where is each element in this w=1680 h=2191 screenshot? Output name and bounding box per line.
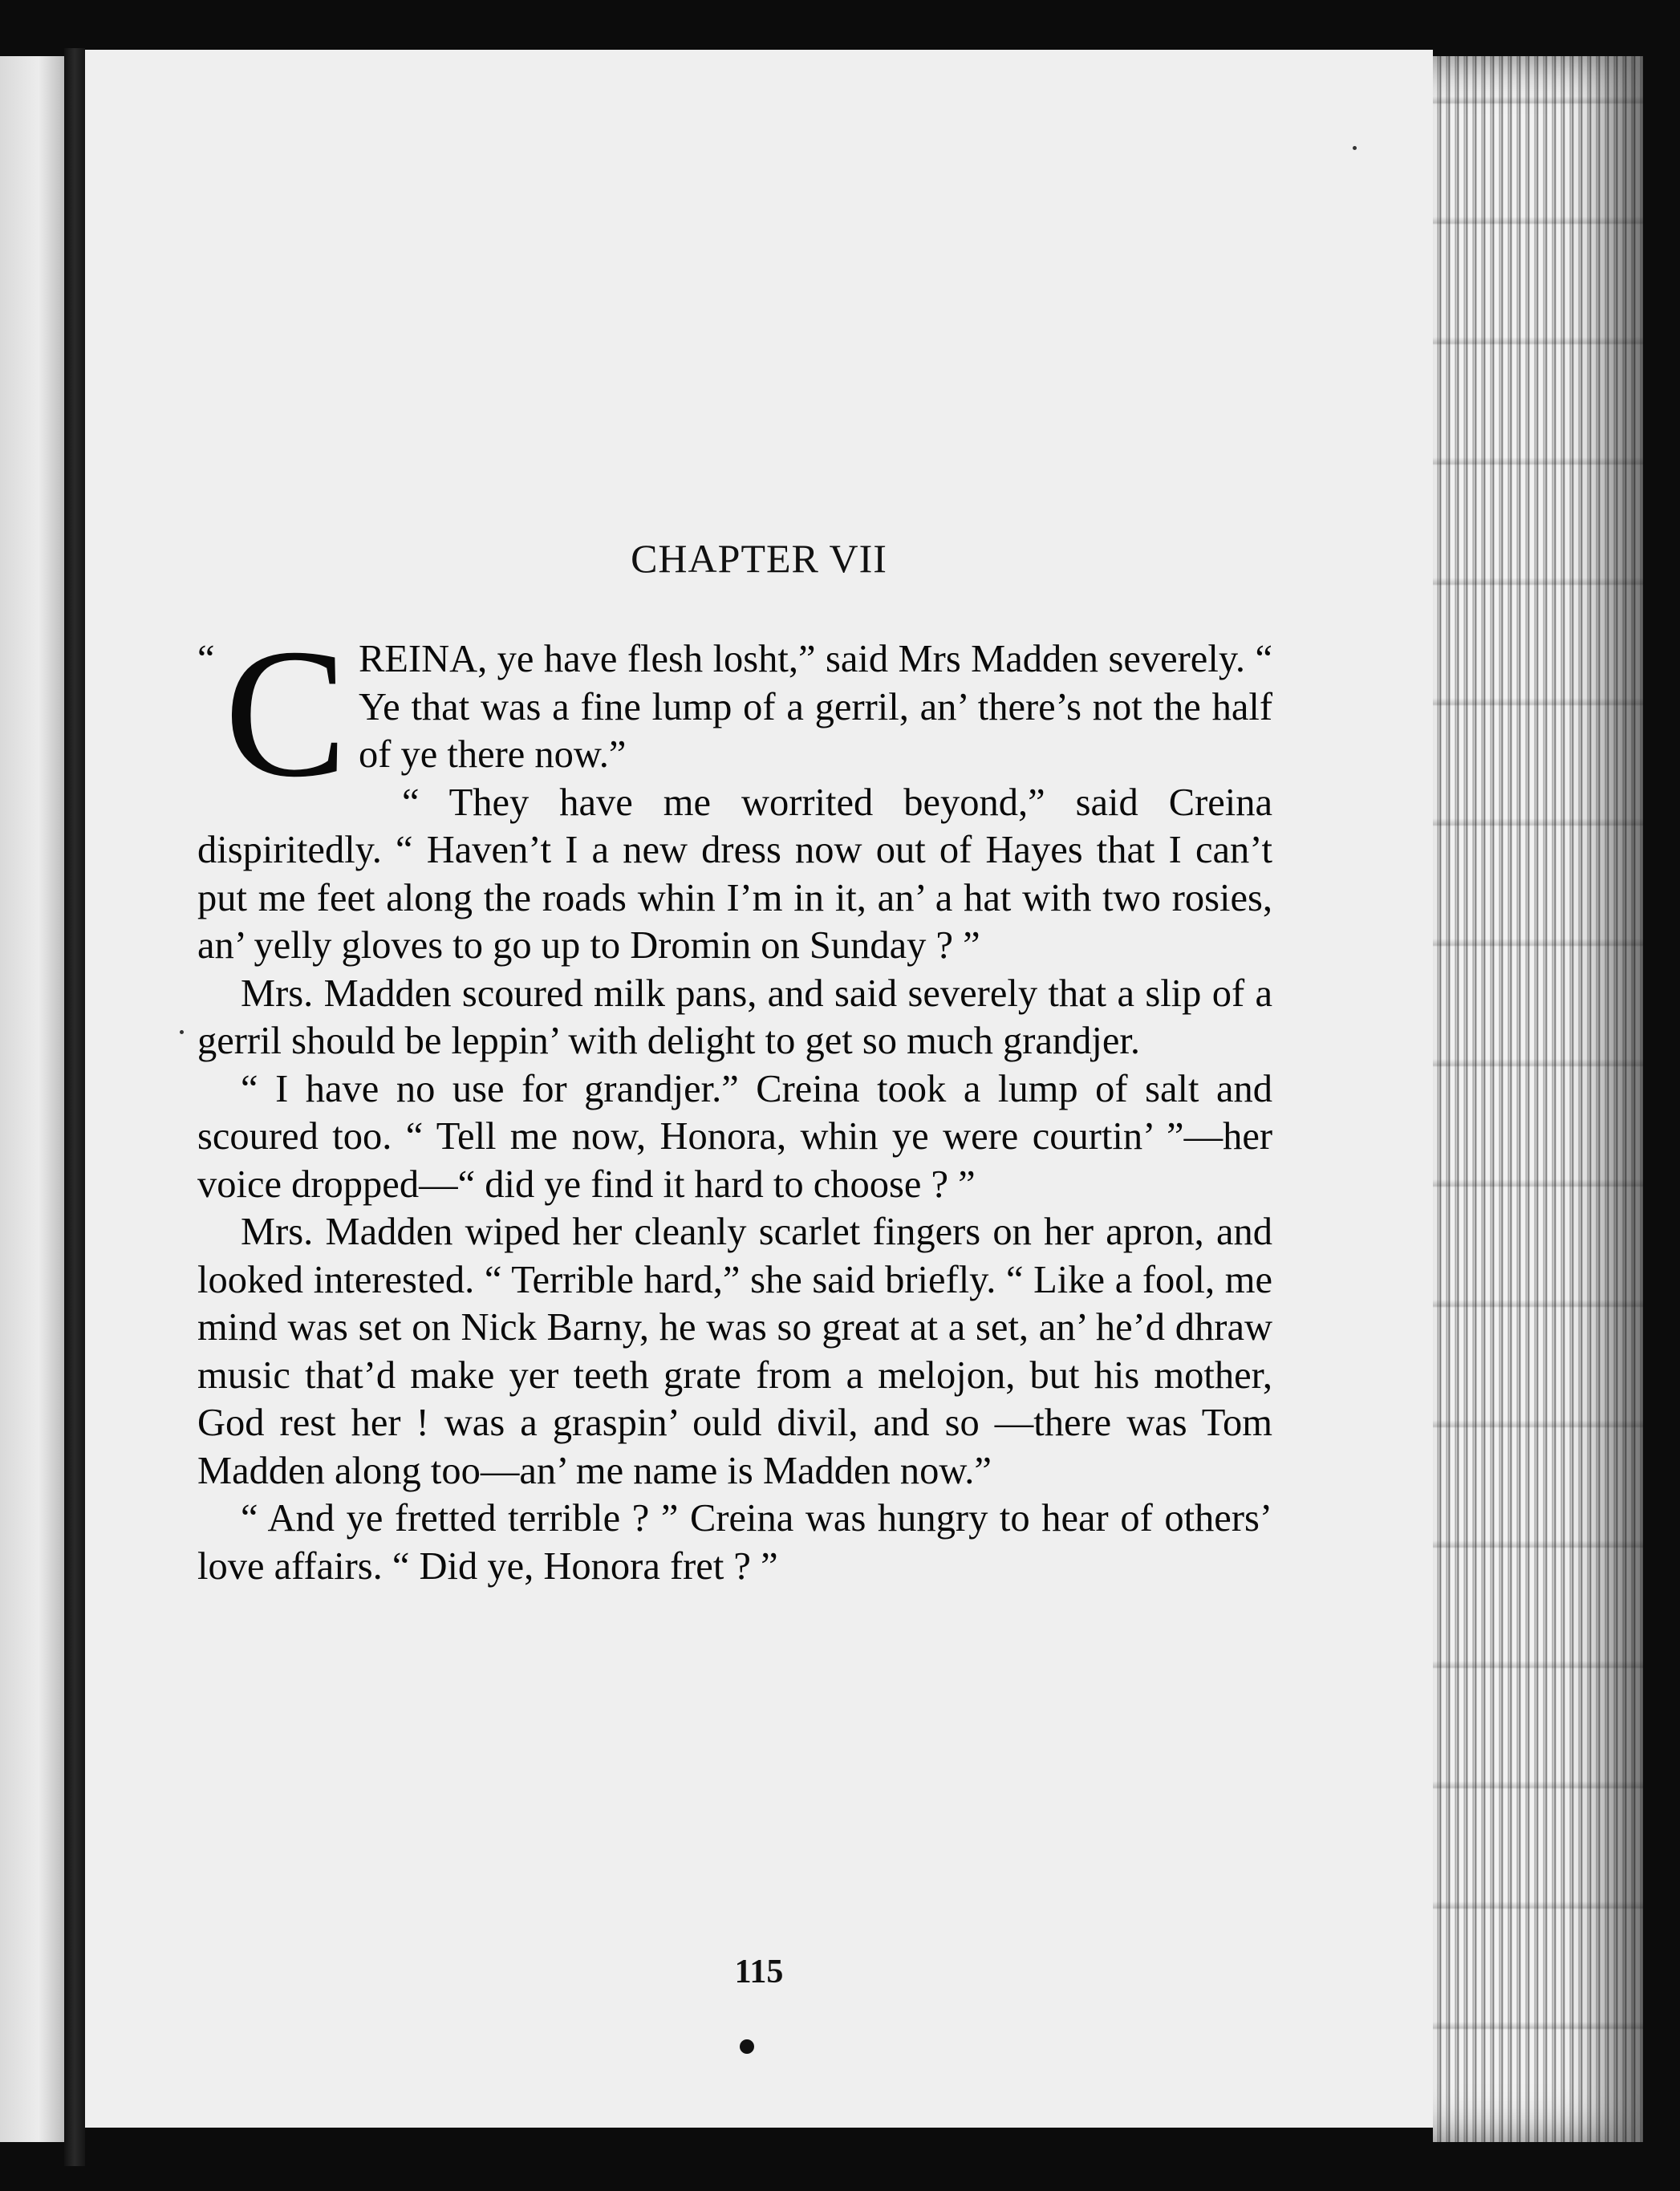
paragraph-1 — [197, 611, 1272, 815]
page-number: 115 — [734, 1954, 784, 1990]
opening-quote: “ — [197, 638, 215, 680]
paragraph-2: “ They have me worrited beyond,” said Creina dispiritedly. “ Haven’t I a new dress now out of Hayes that I can’t put me feet along the roads whin I’m in it, an’ a hat with two rosies, an’ yelly gloves to go up to Dromin on Sunday ? ” — [197, 781, 1272, 967]
paragraph-4: “ I have no use for grandjer.” Creina took a lump of salt and scoured too. “ Tell me now, Honora, whin ye were courtin’ ”—her voice dropped—“ did ye find it hard to choose ? ” — [197, 1067, 1272, 1206]
paragraph-text: REINA, ye have flesh losht,” said Mrs Madden severely. “ Ye that was a fine lump of a gerril, an’ there’s not the half of ye there now.” — [358, 638, 1272, 776]
drop-cap: C — [224, 611, 347, 815]
paragraph-3: Mrs. Madden scoured milk pans, and said severely that a slip of a gerril should be leppin’ with delight to get so much grandjer. — [197, 972, 1272, 1062]
book-fore-edge — [1433, 56, 1643, 2142]
paragraph-6: “ And ye fretted terrible ? ” Creina was hungry to hear of others’ love affairs. “ Did ye, Honora fret ? ” — [197, 1497, 1272, 1588]
book-gutter — [64, 48, 85, 2166]
paragraph-5: Mrs. Madden wiped her cleanly scarlet fingers on her apron, and looked interested. “ Terrible hard,” she said briefly. “ Like a fool, me mind was set on Nick Barny, he was so great at a set, an’ he’d dhraw music that’d make yer teeth grate from a melojon, but his mother, God rest her ! was a graspin’ ould divil, and so —there was Tom Madden along too—an’ me name is Madden now.” — [197, 1211, 1272, 1492]
dust-speck — [1353, 146, 1357, 150]
book-page — [85, 50, 1433, 2128]
facing-page-edge — [0, 56, 64, 2142]
chapter-title: CHAPTER VII — [631, 536, 887, 581]
body-text — [197, 611, 1272, 1590]
dust-speck — [180, 1030, 184, 1034]
ink-blot — [740, 2039, 754, 2054]
